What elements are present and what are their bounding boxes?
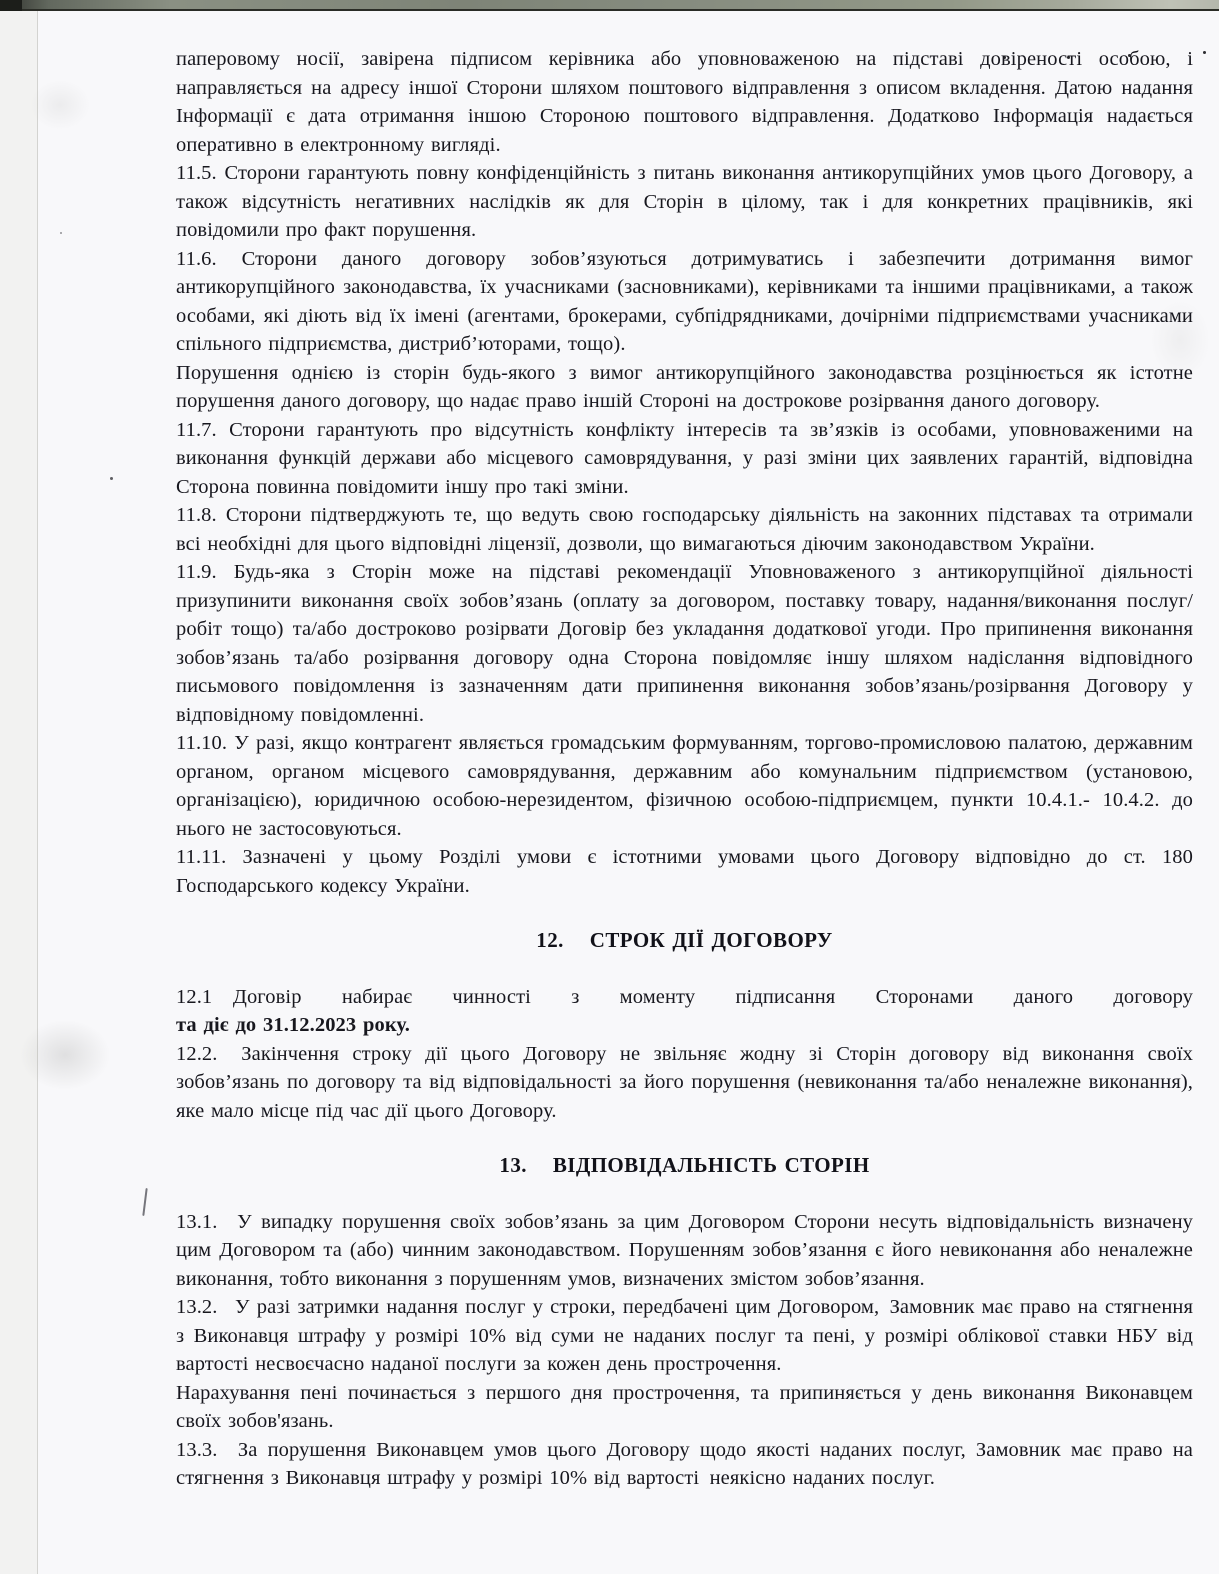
- clause-11-5: 11.5. Сторони гарантують повну конфіденційність з питань виконання антикорупційних умов цього Договору, а також відсутність негативних наслідків як для Сторін в цілому, так і для конкретних працівників, які повідомили про факт порушення.: [176, 162, 1193, 241]
- scan-smudge: [30, 80, 90, 130]
- section-12-number: 12.: [536, 928, 564, 952]
- section-12-heading: [176, 926, 1193, 955]
- clause-11-6-continuation: Порушення однією із сторін будь-якого з вимог антикорупційного законодавства розцінюється як істотне порушення даного договору, що надає право іншій Стороні на дострокове розірвання даного договору.: [176, 361, 1193, 412]
- clause-12-1-line1: 12.1 Договір набирає чинності з моменту підписання Сторонами даного договору: [176, 985, 1193, 1008]
- ink-speck: [60, 232, 62, 234]
- clause-13-2-continuation: Нарахування пені починається з першого дня прострочення, та припиняється у день виконання Виконавцем своїх зобов'язань.: [176, 1381, 1193, 1432]
- clause-11-10: 11.10. У разі, якщо контрагент являється громадським формуванням, торгово-промисловою палатою, державним органом, органом місцевого самоврядування, державним або комунальним підприємством (установою, організацією), юридичною особою-нерезидентом, фізичною особою-підприємцем, пункти 10.4.1.- 10.4.2. до нього не застосовуються.: [176, 732, 1193, 840]
- clause-11-7: 11.7. Сторони гарантують про відсутність конфлікту інтересів та зв’язків із особами, уповноваженими на виконання функцій держави або місцевого самоврядування, у разі зміни цих заявлених гарантій, відповідна Сторона повинна повідомити іншу про такі зміни.: [176, 418, 1193, 498]
- contract-text-column: [176, 45, 1193, 1493]
- clause-13-3: 13.3. За порушення Виконавцем умов цього Договору щодо якості наданих послуг, Замовник має право на стягнення з Виконавця штрафу у розмірі 10% від вартості неякісно наданих послуг.: [176, 1438, 1193, 1489]
- ink-speck: [1203, 51, 1206, 54]
- clause-11-9: 11.9. Будь-яка з Сторін може на підставі рекомендації Уповноваженого з антикорупційної діяльності призупинити виконання своїх зобов’язань (оплату за договором, поставку товару, надання/виконання послуг/робіт тощо) та/або достроково розірвати Договір без укладання додаткової угоди. Про припинення виконання зобов’язань та/або розірвання договору одна Сторона повідомляє іншу шляхом надіслання відповідного письмового повідомлення із зазначенням дати припинення виконання зобов’язань/розірвання Договору у відповідному повідомленні.: [176, 561, 1193, 726]
- section-13-heading: [176, 1151, 1193, 1180]
- page-edge-line: [37, 11, 38, 1574]
- clause-12-1-term-bold: та діє до 31.12.2023 року.: [176, 1014, 410, 1036]
- paragraph-information-delivery: паперовому носії, завірена підписом керівника або уповноваженою на підставі довіреності особою, і направляється на адресу іншої Сторони шляхом поштового відправлення з описом вкладення. Датою надання Інформації є дата отримання іншою Стороною поштового відправлення. Додатково Інформація надається оперативно в електронному вигляді.: [176, 48, 1193, 156]
- scanner-edge-band: [0, 0, 1219, 11]
- clause-11-11: 11.11. Зазначені у цьому Розділі умови є істотними умовами цього Договору відповідно до ст. 180 Господарського кодексу України.: [176, 846, 1193, 897]
- page-edge-strip: [0, 11, 37, 1574]
- pen-stroke-mark: [142, 1188, 147, 1216]
- section-13-title: ВІДПОВІДАЛЬНІСТЬ СТОРІН: [552, 1153, 870, 1177]
- section-13-number: 13.: [499, 1153, 527, 1177]
- scan-smudge: [20, 1020, 110, 1090]
- section-12-title: СТРОК ДІЇ ДОГОВОРУ: [589, 928, 833, 952]
- ink-speck: [110, 477, 113, 480]
- clause-11-6: 11.6. Сторони даного договору зобов’язуються дотримуватись і забезпечити дотримання вимог антикорупційного законодавства, їх учасниками (засновниками), керівниками та іншими працівниками, а також особами, які діють від їх імені (агентами, брокерами, субпідрядниками, дочірніми підприємствами учасниками спільного підприємства, дистриб’юторами, тощо).: [176, 247, 1193, 355]
- clause-12-2: 12.2. Закінчення строку дії цього Договору не звільняє жодну зі Сторін договору від виконання своїх зобов’язань по договору та від відповідальності за його порушення (невиконання та/або неналежне виконання), яке мало місце під час дії цього Договору.: [176, 1042, 1193, 1122]
- clause-13-1: 13.1. У випадку порушення своїх зобов’язань за цим Договором Сторони несуть відповідальність визначену цим Договором та (або) чинним законодавством. Порушенням зобов’язання є його невиконання або неналежне виконання, тобто виконання з порушенням умов, визначених змістом зобов’язання.: [176, 1210, 1193, 1290]
- clause-11-8: 11.8. Сторони підтверджують те, що ведуть свою господарську діяльність на законних підставах та отримали всі необхідні для цього відповідні ліцензії, дозволи, що вимагаються діючим законодавством України.: [176, 504, 1193, 555]
- clause-13-2: 13.2. У разі затримки надання послуг у строки, передбачені цим Договором, Замовник має право на стягнення з Виконавця штрафу у розмірі 10% від суми не наданих послуг та пені, у розмірі облікової ставки НБУ від вартості несвоєчасно наданої послуги за кожен день прострочення.: [176, 1296, 1193, 1375]
